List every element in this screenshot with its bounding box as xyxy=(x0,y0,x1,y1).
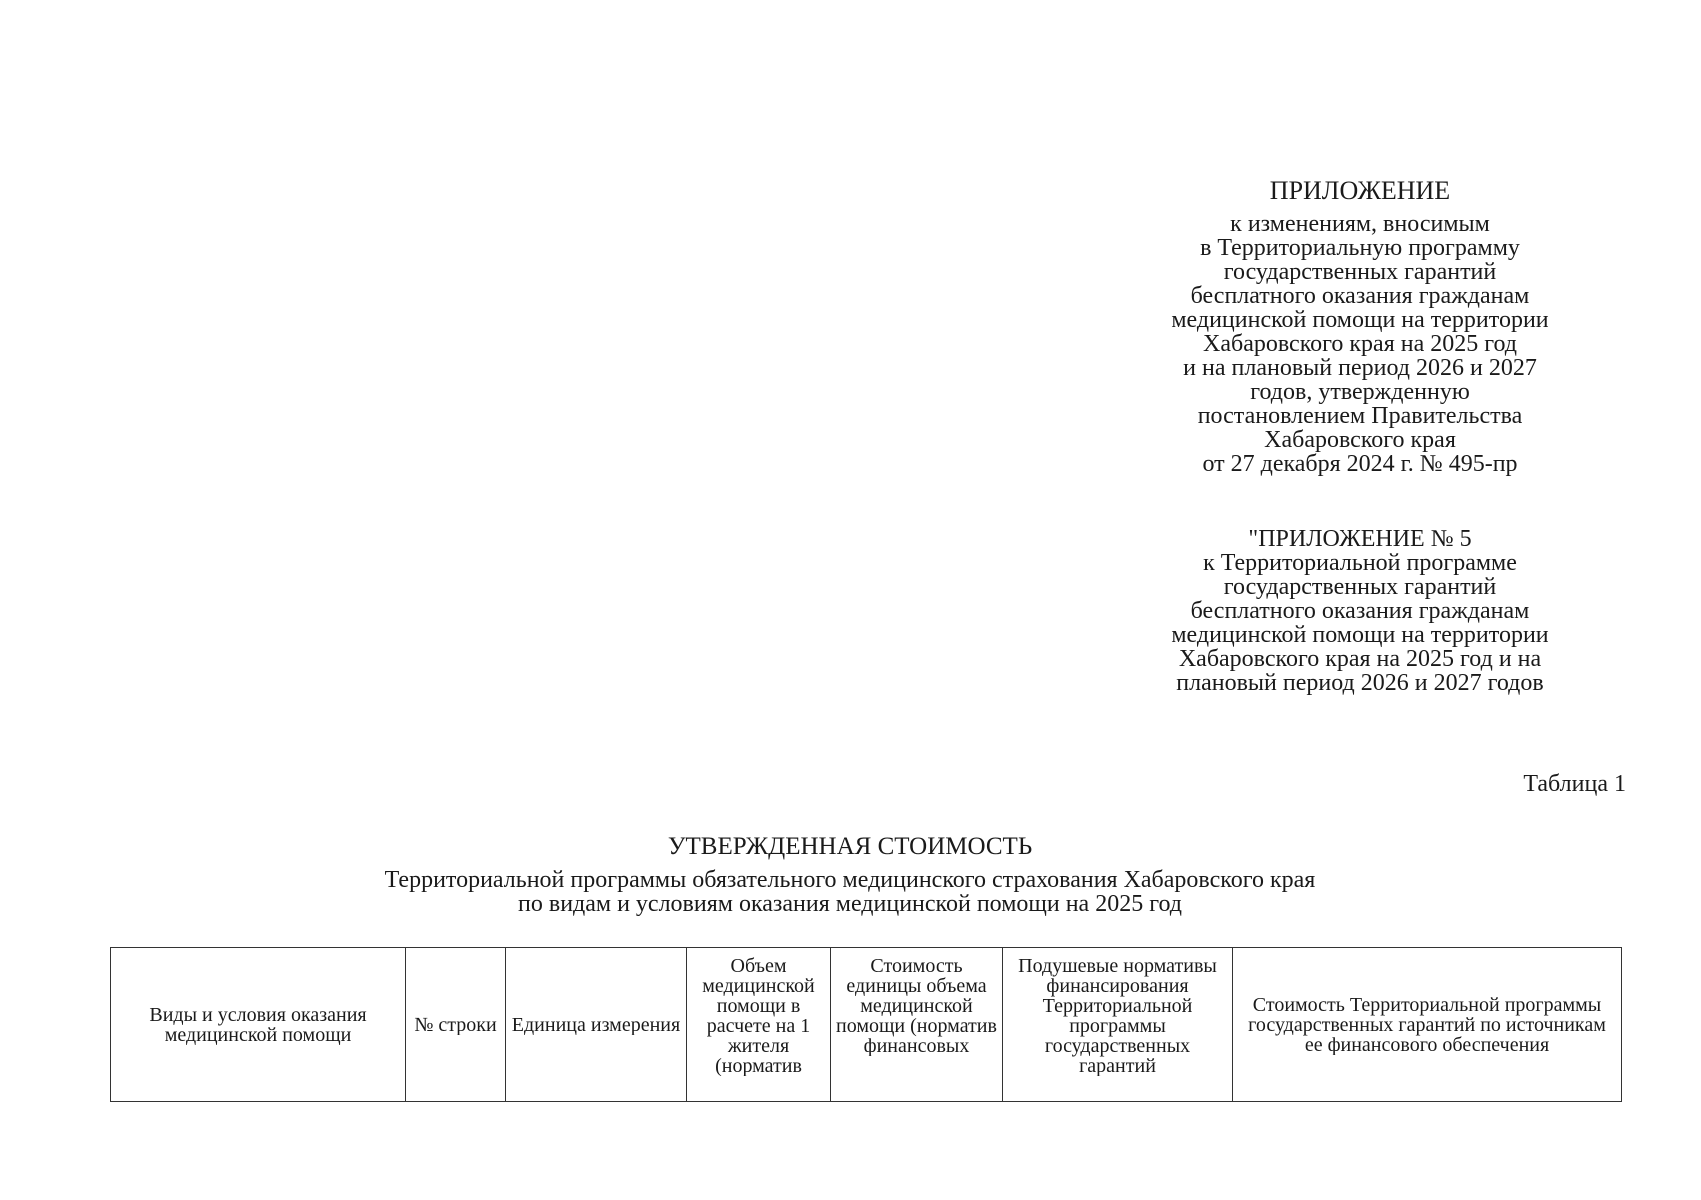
document-subtitle xyxy=(200,868,1500,916)
header-cell-volume: Объем медицинской помощи в расчете на 1 жителя (норматив xyxy=(687,948,831,1102)
table-number: Таблица 1 xyxy=(1523,771,1626,797)
appendix5-header xyxy=(1150,527,1570,695)
appendix5-line: медицинской помощи на территории xyxy=(1171,622,1549,648)
appendix-line: годов, утвержденную xyxy=(1250,379,1470,405)
appendix-line: медицинской помощи на территории xyxy=(1171,307,1549,333)
appendix5-line: к Территориальной программе xyxy=(1203,550,1517,576)
header-cell-per-capita: Подушевые нормативы финансирования Территориальной программы государственных гарантий xyxy=(1003,948,1233,1102)
appendix-heading: ПРИЛОЖЕНИЕ xyxy=(1269,176,1451,205)
appendix5-line: "ПРИЛОЖЕНИЕ № 5 xyxy=(1248,526,1472,552)
appendix-line: Хабаровского края на 2025 год xyxy=(1203,331,1517,357)
appendix-header xyxy=(1150,176,1570,476)
header-cell-unit: Единица измерения xyxy=(506,948,687,1102)
appendix5-line: государственных гарантий xyxy=(1223,574,1497,600)
header-cell-program-cost: Стоимость Территориальной программы государственных гарантий по источникам ее финансового обеспечения xyxy=(1233,948,1622,1102)
title-text: УТВЕРЖДЕННАЯ СТОИМОСТЬ xyxy=(667,833,1033,860)
document-title xyxy=(300,832,1400,862)
appendix-line: постановлением Правительства xyxy=(1197,403,1523,429)
appendix5-line: бесплатного оказания гражданам xyxy=(1190,598,1530,624)
header-cell-row-number: № строки xyxy=(406,948,506,1102)
appendix-line: государственных гарантий xyxy=(1223,259,1497,285)
subtitle-line: Территориальной программы обязательного медицинского страхования Хабаровского края xyxy=(384,867,1316,893)
appendix5-line: плановый период 2026 и 2027 годов xyxy=(1176,670,1544,696)
subtitle-line: по видам и условиям оказания медицинской помощи на 2025 год xyxy=(518,891,1182,917)
header-cell-unit-cost: Стоимость единицы объема медицинской помощи (норматив финансовых xyxy=(831,948,1003,1102)
appendix-line: в Территориальную программу xyxy=(1200,235,1520,261)
table-header-row xyxy=(111,948,1622,1102)
appendix-line: и на плановый период 2026 и 2027 xyxy=(1183,355,1537,381)
appendix5-line: Хабаровского края на 2025 год и на xyxy=(1178,646,1542,672)
appendix-line: бесплатного оказания гражданам xyxy=(1190,283,1530,309)
header-cell-service-type: Виды и условия оказания медицинской помощи xyxy=(111,948,406,1102)
cost-table xyxy=(110,947,1622,1102)
appendix-line: к изменениям, вносимым xyxy=(1230,211,1490,237)
appendix-line: Хабаровского края xyxy=(1264,427,1456,453)
appendix-line: от 27 декабря 2024 г. № 495-пр xyxy=(1202,451,1518,477)
